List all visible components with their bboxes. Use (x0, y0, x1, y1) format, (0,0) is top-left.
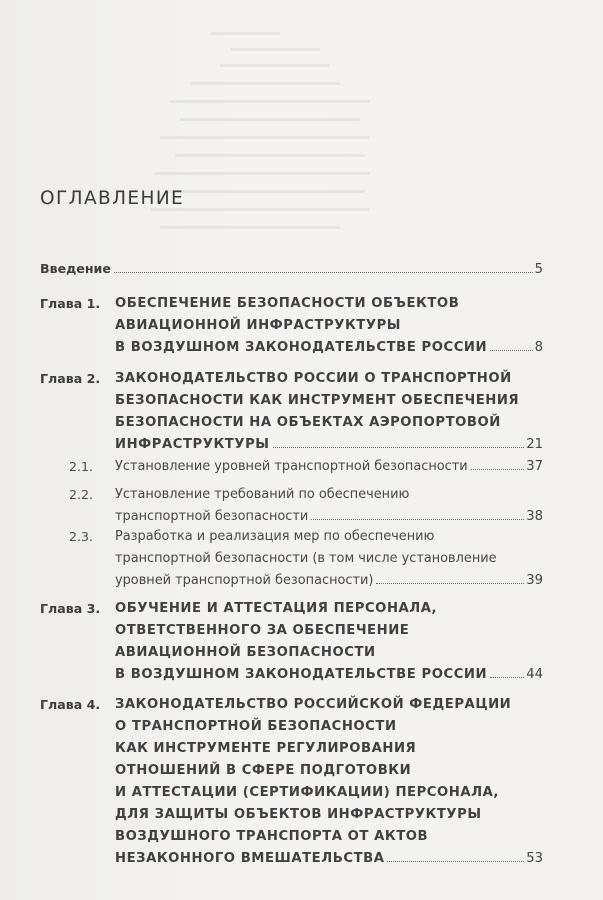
chapter-title-line: В ВОЗДУШНОМ ЗАКОНОДАТЕЛЬСТВЕ РОССИИ (115, 667, 488, 682)
section-title-line: Установление уровней транспортной безопасности (115, 459, 468, 474)
chapter-title-line: ЗАКОНОДАТЕЛЬСТВО РОССИИ О ТРАНСПОРТНОЙ (115, 371, 512, 386)
toc-page-number: 37 (526, 459, 543, 474)
chapter-title-line: ОБЕСПЕЧЕНИЕ БЕЗОПАСНОСТИ ОБЪЕКТОВ (115, 296, 460, 311)
chapter-title-line: КАК ИНСТРУМЕНТЕ РЕГУЛИРОВАНИЯ (115, 741, 417, 756)
chapter-title-line: ОБУЧЕНИЕ И АТТЕСТАЦИЯ ПЕРСОНАЛА, (115, 601, 438, 616)
chapter-title-line: НЕЗАКОННОГО ВМЕШАТЕЛЬСТВА (115, 851, 385, 866)
dot-leader (471, 469, 525, 470)
section-title-line: Установление требований по обеспечению (115, 487, 410, 502)
dot-leader (376, 583, 524, 584)
page-title: ОГЛАВЛЕНИЕ (40, 188, 185, 209)
chapter-title (115, 694, 543, 870)
dot-leader (387, 861, 524, 862)
dot-leader (273, 447, 525, 448)
chapter-title-line: БЕЗОПАСНОСТИ НА ОБЪЕКТАХ АЭРОПОРТОВОЙ (115, 415, 501, 430)
dot-leader (490, 677, 524, 678)
dot-leader (114, 272, 533, 273)
toc-entry-introduction[interactable] (40, 261, 543, 278)
section-number: 2.3. (69, 529, 94, 544)
chapter-label: Глава 4. (40, 697, 101, 712)
chapter-title (115, 368, 543, 456)
chapter-title-line: О ТРАНСПОРТНОЙ БЕЗОПАСНОСТИ (115, 719, 397, 734)
chapter-label: Глава 1. (40, 296, 101, 311)
toc-page-number: 39 (526, 573, 543, 588)
dot-leader (490, 350, 533, 351)
chapter-title (115, 293, 543, 359)
reverse-side-bleed-through (150, 30, 410, 250)
toc-page-number: 44 (526, 667, 543, 682)
chapter-title-line: ЗАКОНОДАТЕЛЬСТВО РОССИЙСКОЙ ФЕДЕРАЦИИ (115, 697, 512, 712)
chapter-title-line: АВИАЦИОННОЙ БЕЗОПАСНОСТИ (115, 645, 376, 660)
toc-entry-title: Введение (40, 261, 111, 276)
toc-page-number: 53 (526, 851, 543, 866)
chapter-title-line: ИНФРАСТРУКТУРЫ (115, 437, 270, 452)
chapter-title-line: ДЛЯ ЗАЩИТЫ ОБЪЕКТОВ ИНФРАСТРУКТУРЫ (115, 807, 482, 822)
toc-page-number: 21 (526, 437, 543, 452)
chapter-title-line: ОТВЕТСТВЕННОГО ЗА ОБЕСПЕЧЕНИЕ (115, 623, 410, 638)
section-title-line: транспортной безопасности (115, 509, 309, 524)
chapter-title-line: БЕЗОПАСНОСТИ КАК ИНСТРУМЕНТ ОБЕСПЕЧЕНИЯ (115, 393, 520, 408)
section-title (115, 526, 543, 592)
section-title-line: транспортной безопасности (в том числе установление (115, 551, 497, 566)
chapter-label: Глава 3. (40, 601, 101, 616)
chapter-title-line: ОТНОШЕНИЙ В СФЕРЕ ПОДГОТОВКИ (115, 763, 412, 778)
toc-page-number: 8 (534, 340, 543, 355)
section-title (115, 456, 543, 478)
chapter-title-line: В ВОЗДУШНОМ ЗАКОНОДАТЕЛЬСТВЕ РОССИИ (115, 340, 488, 355)
chapter-title-line: АВИАЦИОННОЙ ИНФРАСТРУКТУРЫ (115, 318, 401, 333)
chapter-title-line: ВОЗДУШНОГО ТРАНСПОРТА ОТ АКТОВ (115, 829, 429, 844)
toc-page-number: 38 (526, 509, 543, 524)
dot-leader (311, 519, 524, 520)
chapter-title-line: И АТТЕСТАЦИИ (СЕРТИФИКАЦИИ) ПЕРСОНАЛА, (115, 785, 499, 800)
chapter-label: Глава 2. (40, 371, 101, 386)
chapter-title (115, 598, 543, 686)
section-number: 2.1. (69, 459, 94, 474)
toc-page-number: 5 (534, 262, 543, 277)
section-title-line: уровней транспортной безопасности) (115, 573, 374, 588)
section-title (115, 484, 543, 528)
section-number: 2.2. (69, 487, 94, 502)
section-title-line: Разработка и реализация мер по обеспечению (115, 529, 435, 544)
